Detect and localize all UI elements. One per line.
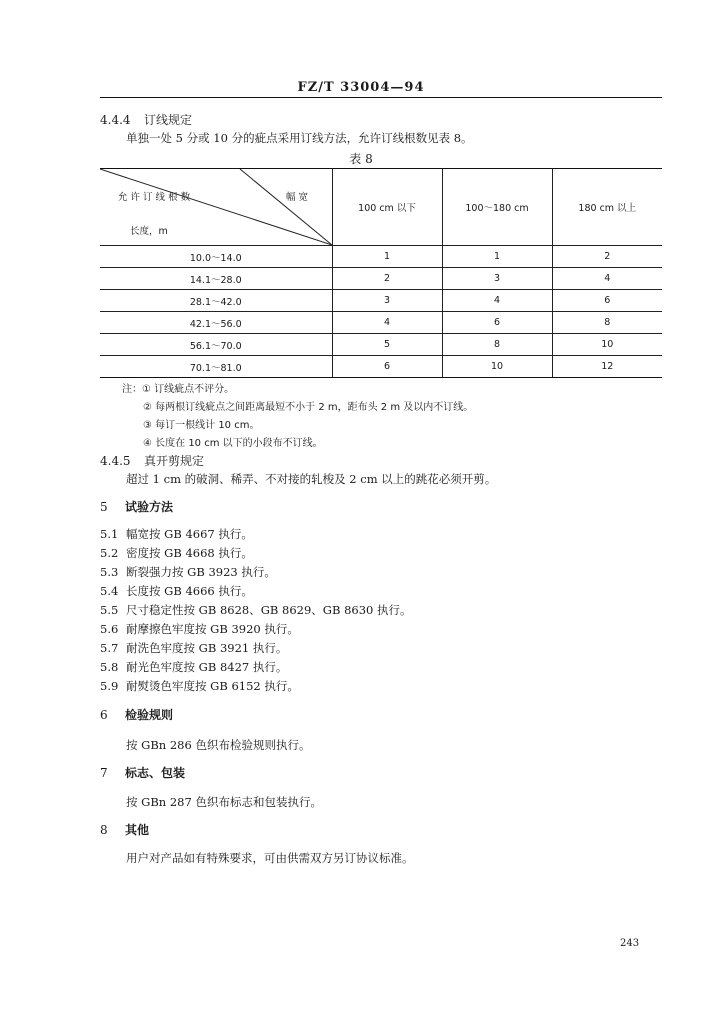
value-cell: 6 [442, 312, 552, 334]
item-text: 密度按 GB 4668 执行。 [126, 546, 253, 560]
length-cell: 28.1～42.0 [100, 290, 332, 312]
table-header-row [100, 169, 662, 246]
value-cell: 10 [552, 334, 662, 356]
section-5-heading [100, 498, 173, 515]
length-cell: 14.1～28.0 [100, 268, 332, 290]
table-corner-cell [100, 169, 332, 246]
item-number: 5.3 [100, 565, 119, 579]
page-number: 243 [620, 938, 640, 949]
table-row [100, 246, 662, 268]
section-6-heading [100, 706, 173, 723]
table-row [100, 356, 662, 378]
column-header: 100 cm 以下 [332, 169, 442, 246]
length-cell: 10.0～14.0 [100, 246, 332, 268]
section-7-text: 按 GBn 287 色织布标志和包装执行。 [126, 795, 322, 809]
section-6-text: 按 GBn 286 色织布检验规则执行。 [126, 738, 311, 752]
list-item [100, 545, 253, 561]
section-number: 6 [100, 708, 108, 722]
value-cell: 1 [442, 246, 552, 268]
value-cell: 3 [442, 268, 552, 290]
section-number: 4.4.4 [100, 113, 131, 127]
value-cell: 1 [332, 246, 442, 268]
section-4-4-4-heading [100, 111, 192, 128]
header-rule [100, 97, 662, 98]
item-text: 耐熨烫色牢度按 GB 6152 执行。 [126, 679, 299, 693]
column-header: 100～180 cm [442, 169, 552, 246]
item-text: 尺寸稳定性按 GB 8628、GB 8629、GB 8630 执行。 [126, 603, 412, 617]
value-cell: 6 [332, 356, 442, 378]
table-row [100, 290, 662, 312]
table-row [100, 334, 662, 356]
section-8-heading [100, 821, 149, 838]
value-cell: 10 [442, 356, 552, 378]
section-title: 试验方法 [125, 500, 174, 514]
list-item [100, 602, 412, 618]
item-number: 5.1 [100, 527, 119, 541]
section-title: 订线规定 [144, 113, 193, 127]
item-text: 幅宽按 GB 4667 执行。 [126, 527, 253, 541]
value-cell: 3 [332, 290, 442, 312]
value-cell: 2 [332, 268, 442, 290]
item-number: 5.2 [100, 546, 119, 560]
table-note-3: ③ 每订一根线计 10 cm。 [143, 420, 260, 431]
value-cell: 4 [552, 268, 662, 290]
value-cell: 5 [332, 334, 442, 356]
table-row [100, 268, 662, 290]
table-note-2: ② 每两根订线疵点之间距离最短不小于 2 m，距布头 2 m 及以内不订线。 [143, 402, 474, 413]
document-header: FZ/T 33004—94 [297, 80, 425, 95]
item-text: 断裂强力按 GB 3923 执行。 [126, 565, 276, 579]
section-number: 8 [100, 823, 108, 837]
item-number: 5.4 [100, 584, 119, 598]
list-item [100, 564, 276, 580]
value-cell: 2 [552, 246, 662, 268]
table-note-1: 注：① 订线疵点不评分。 [122, 384, 235, 395]
section-number: 5 [100, 500, 108, 514]
item-number: 5.7 [100, 641, 119, 655]
value-cell: 6 [552, 290, 662, 312]
section-4-4-5-heading [100, 452, 204, 469]
section-title: 标志、包装 [125, 766, 186, 780]
item-number: 5.9 [100, 679, 119, 693]
list-item [100, 640, 287, 656]
value-cell: 12 [552, 356, 662, 378]
value-cell: 4 [332, 312, 442, 334]
list-item [100, 621, 299, 637]
length-cell: 56.1～70.0 [100, 334, 332, 356]
section-title: 真开剪规定 [144, 454, 205, 468]
section-4-4-4-text: 单独一处 5 分或 10 分的疵点采用订线方法，允许订线根数见表 8。 [126, 131, 473, 145]
item-text: 耐洗色牢度按 GB 3921 执行。 [126, 641, 288, 655]
section-4-4-5-text: 超过 1 cm 的破洞、稀弄、不对接的轧梭及 2 cm 以上的跳花必须开剪。 [126, 472, 497, 486]
list-item [100, 678, 299, 694]
corner-label-length: 长度，m [130, 226, 168, 237]
list-item [100, 659, 287, 675]
item-text: 长度按 GB 4666 执行。 [126, 584, 253, 598]
value-cell: 8 [552, 312, 662, 334]
table-row [100, 312, 662, 334]
section-title: 其他 [125, 823, 150, 837]
item-number: 5.5 [100, 603, 119, 617]
item-number: 5.8 [100, 660, 119, 674]
section-number: 4.4.5 [100, 454, 131, 468]
table-caption: 表 8 [349, 152, 373, 166]
value-cell: 8 [442, 334, 552, 356]
column-header: 180 cm 以上 [552, 169, 662, 246]
length-cell: 70.1～81.0 [100, 356, 332, 378]
list-item [100, 583, 253, 599]
section-title: 检验规则 [125, 708, 174, 722]
corner-label-allowed-count: 允 许 订 线 根 数 [118, 192, 191, 203]
section-7-heading [100, 764, 185, 781]
corner-label-width: 幅 宽 [286, 192, 309, 203]
table-8 [100, 168, 662, 378]
section-8-text: 用户对产品如有特殊要求，可由供需双方另订协议标准。 [126, 851, 414, 865]
item-text: 耐光色牢度按 GB 8427 执行。 [126, 660, 288, 674]
table-note-4: ④ 长度在 10 cm 以下的小段布不订线。 [143, 438, 323, 449]
item-number: 5.6 [100, 622, 119, 636]
item-text: 耐摩擦色牢度按 GB 3920 执行。 [126, 622, 299, 636]
list-item [100, 526, 253, 542]
value-cell: 4 [442, 290, 552, 312]
section-number: 7 [100, 766, 108, 780]
length-cell: 42.1～56.0 [100, 312, 332, 334]
